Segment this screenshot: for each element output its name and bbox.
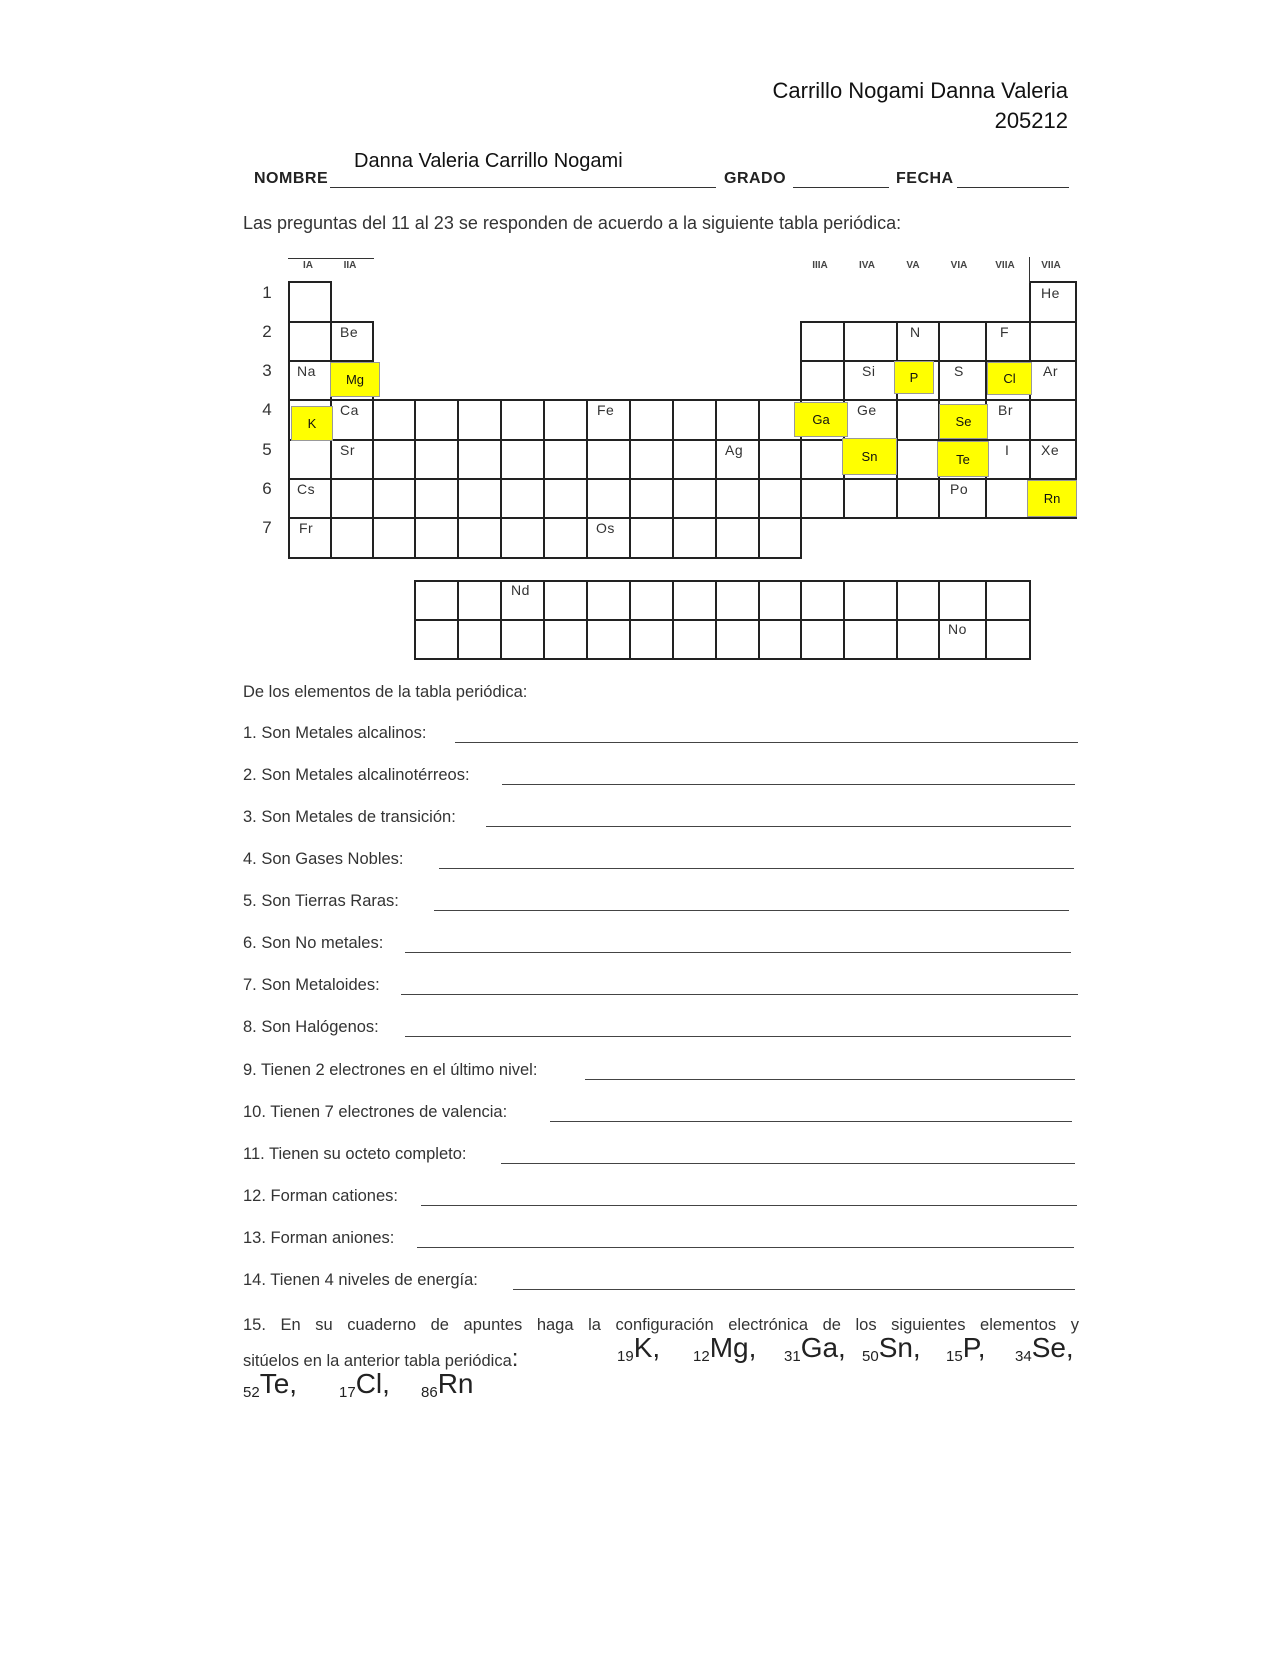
table-cell [758, 517, 802, 559]
table-cell [457, 619, 502, 660]
question-label: 12. Forman cationes: [243, 1187, 398, 1205]
question-label: 3. Son Metales de transición: [243, 808, 456, 826]
table-cell [629, 517, 674, 559]
table-cell [800, 439, 845, 480]
answer-line[interactable] [405, 952, 1071, 953]
table-cell [672, 517, 717, 559]
element-symbol: Cs [297, 481, 316, 497]
period-label: 4 [262, 400, 272, 419]
table-cell [758, 619, 802, 660]
question-label: 4. Son Gases Nobles: [243, 850, 404, 868]
table-cell [715, 619, 760, 660]
group-label: IVA [859, 260, 875, 271]
element-symbol: N [910, 324, 921, 340]
table-cell [330, 517, 374, 559]
element-symbol: Fe [597, 402, 615, 418]
table-cell [372, 478, 416, 519]
group-label: IIIA [812, 260, 828, 271]
answer-line[interactable] [401, 994, 1078, 995]
table-cell [758, 478, 802, 519]
table-cell [543, 517, 588, 559]
question-label: 1. Son Metales alcalinos: [243, 724, 427, 742]
q15-line1: 15. En su cuaderno de apuntes haga la configuración electrónica de los siguientes elementos y [243, 1316, 1079, 1334]
question-label: 5. Son Tierras Raras: [243, 892, 399, 910]
answer-line[interactable] [502, 784, 1075, 785]
table-cell [715, 478, 760, 519]
element-symbol: He [1041, 285, 1060, 301]
element-sn: $_{50}$Sn, [862, 1332, 921, 1365]
table-cell [985, 619, 1031, 660]
period-label: 7 [262, 518, 272, 537]
table-cell [800, 360, 845, 401]
table-cell [843, 478, 898, 519]
element-symbol: Ca [340, 402, 359, 418]
intro-text: Las preguntas del 11 al 23 se responden de acuerdo a la siguiente tabla periódica: [243, 213, 902, 233]
table-cell [938, 580, 987, 621]
nombre-label: NOMBRE [254, 170, 329, 187]
element-symbol: F [1000, 324, 1010, 340]
table-cell [500, 399, 545, 441]
grado-line[interactable] [793, 187, 889, 188]
table-cell [896, 619, 940, 660]
table-cell [543, 439, 588, 480]
element-symbol: Xe [1041, 442, 1060, 458]
table-cell [414, 478, 459, 519]
table-cell [330, 478, 374, 519]
table-cell [500, 478, 545, 519]
period-label: 6 [262, 479, 272, 498]
table-cell [457, 439, 502, 480]
question-label: 13. Forman aniones: [243, 1229, 395, 1247]
table-cell [672, 478, 717, 519]
form-row [254, 150, 1074, 190]
question-label: 8. Son Halógenos: [243, 1018, 379, 1036]
table-cell [414, 399, 459, 441]
table-cell [938, 321, 987, 362]
table-cell [457, 399, 502, 441]
table-cell [543, 399, 588, 441]
highlight-ga[interactable]: Ga [794, 402, 848, 437]
group-label: VIIA [1041, 260, 1061, 271]
period-label: 2 [262, 322, 272, 341]
element-k: $_{19}$K, [617, 1332, 661, 1365]
group-label: VA [906, 260, 920, 271]
table-cell [1029, 321, 1077, 362]
table-cell [758, 580, 802, 621]
table-cell [288, 439, 332, 480]
table-cell [414, 439, 459, 480]
answer-line[interactable] [439, 868, 1074, 869]
element-symbol: Sr [340, 442, 355, 458]
element-symbol: Os [596, 520, 615, 536]
element-symbol: Ag [725, 442, 744, 458]
table-cell [843, 321, 898, 362]
element-se: $_{34}$Se, [1015, 1332, 1074, 1365]
table-cell [543, 619, 588, 660]
table-cell [288, 321, 332, 362]
table-cell [800, 619, 845, 660]
table-cell [629, 478, 674, 519]
nombre-value[interactable]: Danna Valeria Carrillo Nogami [354, 150, 623, 172]
element-symbol: Po [950, 481, 969, 497]
element-symbol: Be [340, 324, 359, 340]
fecha-label: FECHA [896, 170, 954, 187]
element-cl: $_{17}$Cl, [339, 1368, 390, 1401]
element-te: $_{52}$Te, [243, 1368, 298, 1401]
table-cell [843, 580, 898, 621]
table-cell [372, 439, 416, 480]
question-label: 6. Son No metales: [243, 934, 384, 952]
q15-line2-text: sitúelos en la anterior tabla periódica [243, 1352, 512, 1370]
table-cell [896, 580, 940, 621]
highlight-te[interactable]: Te [937, 441, 989, 477]
answer-line[interactable] [417, 1247, 1074, 1248]
table-cell [715, 517, 760, 559]
table-cell [758, 439, 802, 480]
answer-line[interactable] [421, 1205, 1077, 1206]
grado-label: GRADO [724, 170, 787, 187]
element-symbol: Br [998, 402, 1013, 418]
highlight-sn[interactable]: Sn [842, 438, 897, 475]
question-label: 11. Tienen su octeto completo: [243, 1145, 467, 1163]
table-cell [672, 439, 717, 480]
question-label: 10. Tienen 7 electrones de valencia: [243, 1103, 508, 1121]
table-cell [543, 478, 588, 519]
table-cell [288, 281, 332, 323]
table-cell [500, 619, 545, 660]
element-symbol: Ar [1043, 363, 1058, 379]
table-cell [800, 321, 845, 362]
table-cell [800, 580, 845, 621]
table-cell [629, 399, 674, 441]
table-cell [1029, 399, 1077, 441]
period-label: 1 [262, 283, 272, 302]
student-header [773, 76, 1069, 136]
table-cell [414, 580, 459, 621]
section-title: De los elementos de la tabla periódica: [243, 683, 528, 701]
table-cell [372, 399, 416, 441]
table-cell [500, 439, 545, 480]
table-cell [629, 580, 674, 621]
group-label: IIA [343, 260, 357, 271]
nombre-line [330, 187, 716, 188]
table-cell [672, 619, 717, 660]
table-cell [457, 478, 502, 519]
table-cell [843, 619, 898, 660]
answer-line[interactable] [513, 1289, 1075, 1290]
group-label: IA [303, 260, 313, 271]
table-cell [715, 580, 760, 621]
table-cell [985, 580, 1031, 621]
table-cell [896, 439, 940, 480]
answer-line[interactable] [405, 1036, 1071, 1037]
table-cell [715, 399, 760, 441]
group-label: VIA [950, 260, 968, 271]
table-cell [500, 517, 545, 559]
table-cell [543, 580, 588, 621]
student-name: Carrillo Nogami Danna Valeria [772, 78, 1068, 103]
element-symbol: I [1005, 442, 1010, 458]
table-cell [896, 478, 940, 519]
period-label: 5 [262, 440, 272, 459]
table-cell [672, 580, 717, 621]
element-symbol: No [948, 621, 967, 637]
question-label: 2. Son Metales alcalinotérreos: [243, 766, 470, 784]
question-label: 14. Tienen 4 niveles de energía: [243, 1271, 478, 1289]
table-cell [896, 399, 940, 441]
element-ga: $_{31}$Ga, [784, 1332, 846, 1365]
table-cell [586, 580, 631, 621]
table-cell [800, 478, 845, 519]
table-cell [586, 439, 631, 480]
answer-line[interactable] [434, 910, 1069, 911]
table-cell [372, 517, 416, 559]
period-label: 3 [262, 361, 272, 380]
answer-line[interactable] [486, 826, 1071, 827]
student-id: 205212 [994, 108, 1068, 133]
highlight-rn[interactable]: Rn [1027, 480, 1077, 517]
table-cell [586, 619, 631, 660]
answer-line[interactable] [585, 1079, 1075, 1080]
table-cell [457, 580, 502, 621]
answer-line[interactable] [550, 1121, 1072, 1122]
element-symbol: Nd [511, 582, 530, 598]
table-cell [586, 478, 631, 519]
table-cell [672, 399, 717, 441]
table-cell [985, 478, 1031, 519]
answer-line[interactable] [501, 1163, 1075, 1164]
element-symbol: S [954, 363, 964, 379]
q15-line2: sitúelos en la anterior tabla periódica: [243, 1345, 519, 1372]
group-divider [1029, 257, 1030, 283]
element-rn: $_{86}$Rn [421, 1368, 474, 1401]
group-ia-iia-bar [288, 258, 374, 259]
highlight-p[interactable]: P [894, 361, 934, 394]
answer-line[interactable] [455, 742, 1078, 743]
table-cell [414, 517, 459, 559]
element-symbol: Na [297, 363, 316, 379]
element-symbol: Fr [299, 520, 314, 536]
table-cell [629, 439, 674, 480]
highlight-mg[interactable]: Mg [330, 362, 380, 397]
question-label: 7. Son Metaloides: [243, 976, 380, 994]
highlight-cl[interactable]: Cl [987, 362, 1032, 395]
question-label: 9. Tienen 2 electrones en el último nivel: [243, 1061, 538, 1079]
element-p: $_{15}$P, [946, 1332, 986, 1365]
group-label: VIIA [995, 260, 1015, 271]
highlight-se[interactable]: Se [939, 404, 988, 439]
fecha-line[interactable] [957, 187, 1069, 188]
element-symbol: Si [862, 363, 876, 379]
element-mg: $_{12}$Mg, [693, 1332, 757, 1365]
table-cell [457, 517, 502, 559]
highlight-k[interactable]: K [291, 406, 333, 441]
table-cell [629, 619, 674, 660]
table-cell [414, 619, 459, 660]
element-symbol: Ge [857, 402, 877, 418]
